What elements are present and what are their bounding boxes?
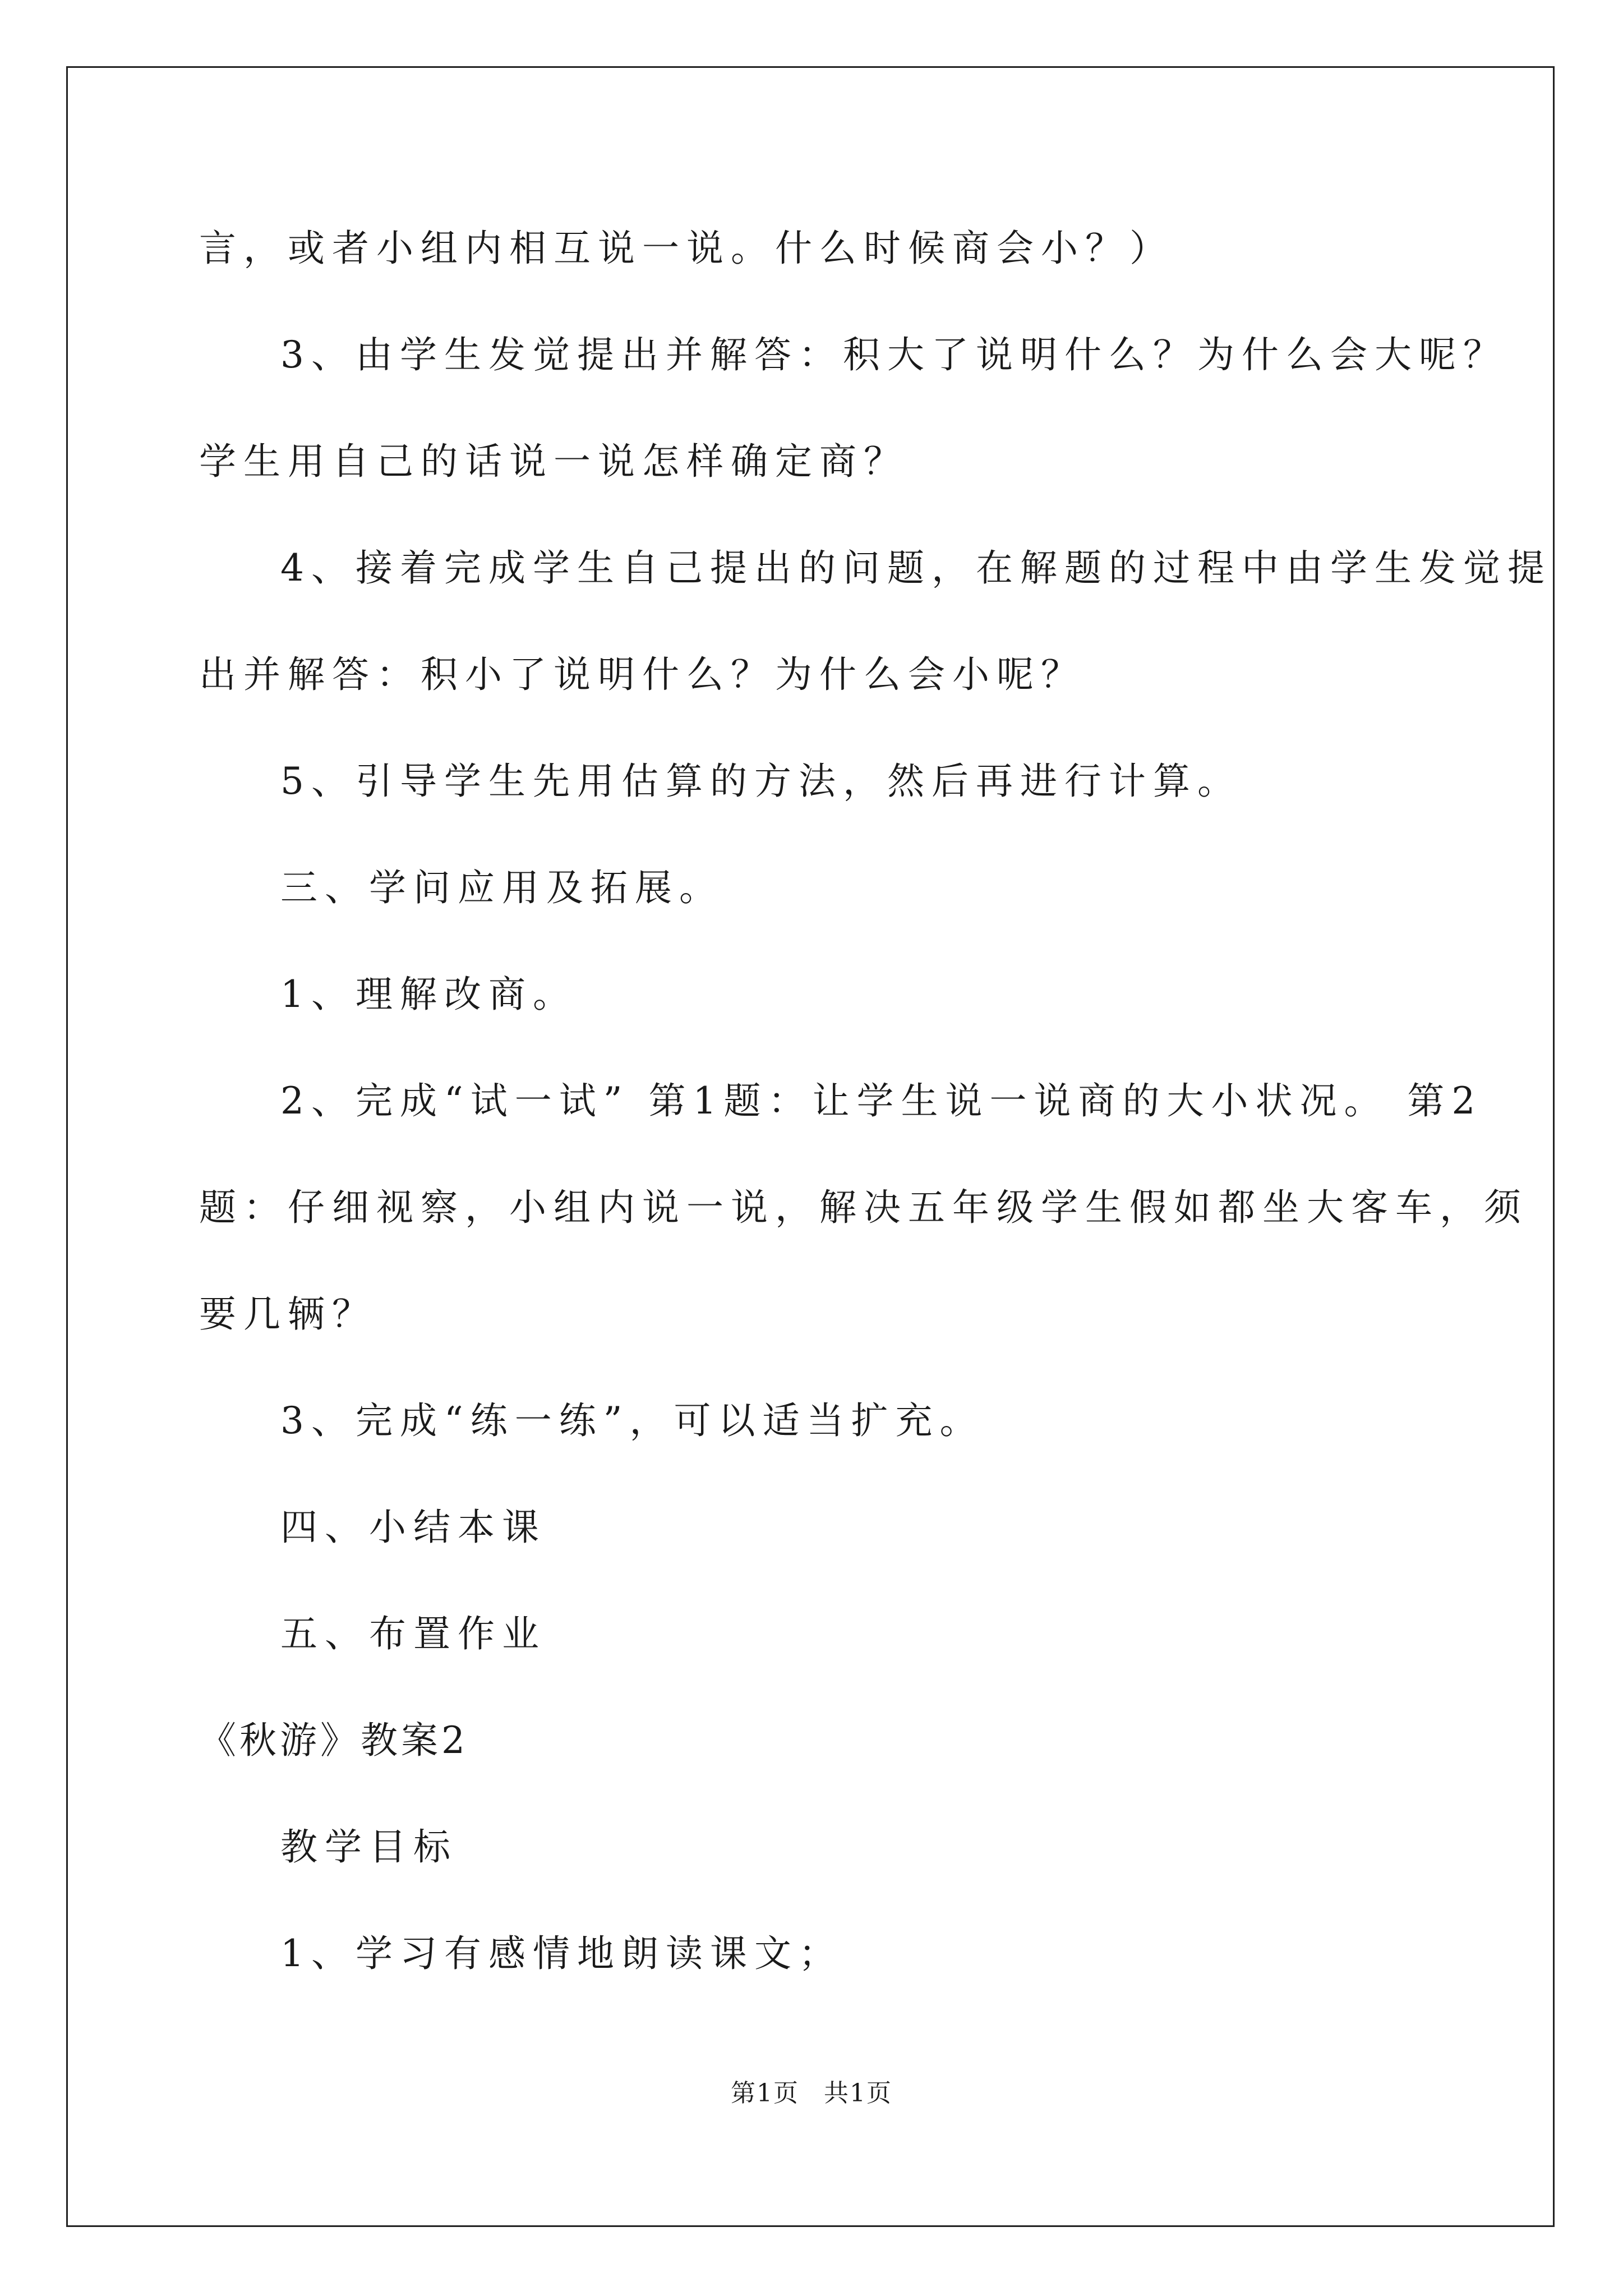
document-title: 《秋游》教案2 <box>199 1719 468 1762</box>
text-line-step-5: 5、引导学生先用估算的方法，然后再进行计算。 <box>280 760 1242 803</box>
text-line-step-3: 3、由学生发觉提出并解答：积大了说明什么？为什么会大呢？ <box>280 333 1507 376</box>
section-heading-4: 四、小结本课 <box>280 1506 546 1549</box>
text-line-step-4-cont: 出并解答：积小了说明什么？为什么会小呢？ <box>199 653 1085 696</box>
subheading-teaching-goals: 教学目标 <box>280 1825 458 1869</box>
text-line-item-3: 3、完成“练一练”，可以适当扩充。 <box>280 1399 984 1442</box>
page-border <box>66 66 1555 2227</box>
text-line-item-1: 1、理解改商。 <box>280 973 577 1016</box>
text-line-item-2-cont: 题：仔细视察，小组内说一说，解决五年级学生假如都坐大客车，须 <box>199 1186 1528 1229</box>
page-number: 第1页 <box>731 2079 799 2108</box>
page-total: 共1页 <box>824 2079 892 2108</box>
section-heading-3: 三、学问应用及拓展。 <box>280 866 723 909</box>
text-line-continuation: 言，或者小组内相互说一说。什么时候商会小？） <box>199 227 1174 270</box>
section-heading-5: 五、布置作业 <box>280 1612 546 1655</box>
text-line-item-2-end: 要几辆？ <box>199 1292 376 1336</box>
text-line-item-2: 2、完成“试一试” 第1题：让学生说一说商的大小状况。 第2 <box>280 1079 1483 1122</box>
text-line-step-4: 4、接着完成学生自己提出的问题，在解题的过程中由学生发觉提 <box>280 546 1552 590</box>
text-line-goal-1: 1、学习有感情地朗读课文； <box>280 1932 843 1975</box>
page-footer <box>0 2077 1623 2110</box>
text-line-step-3-cont: 学生用自己的话说一说怎样确定商？ <box>199 440 908 483</box>
